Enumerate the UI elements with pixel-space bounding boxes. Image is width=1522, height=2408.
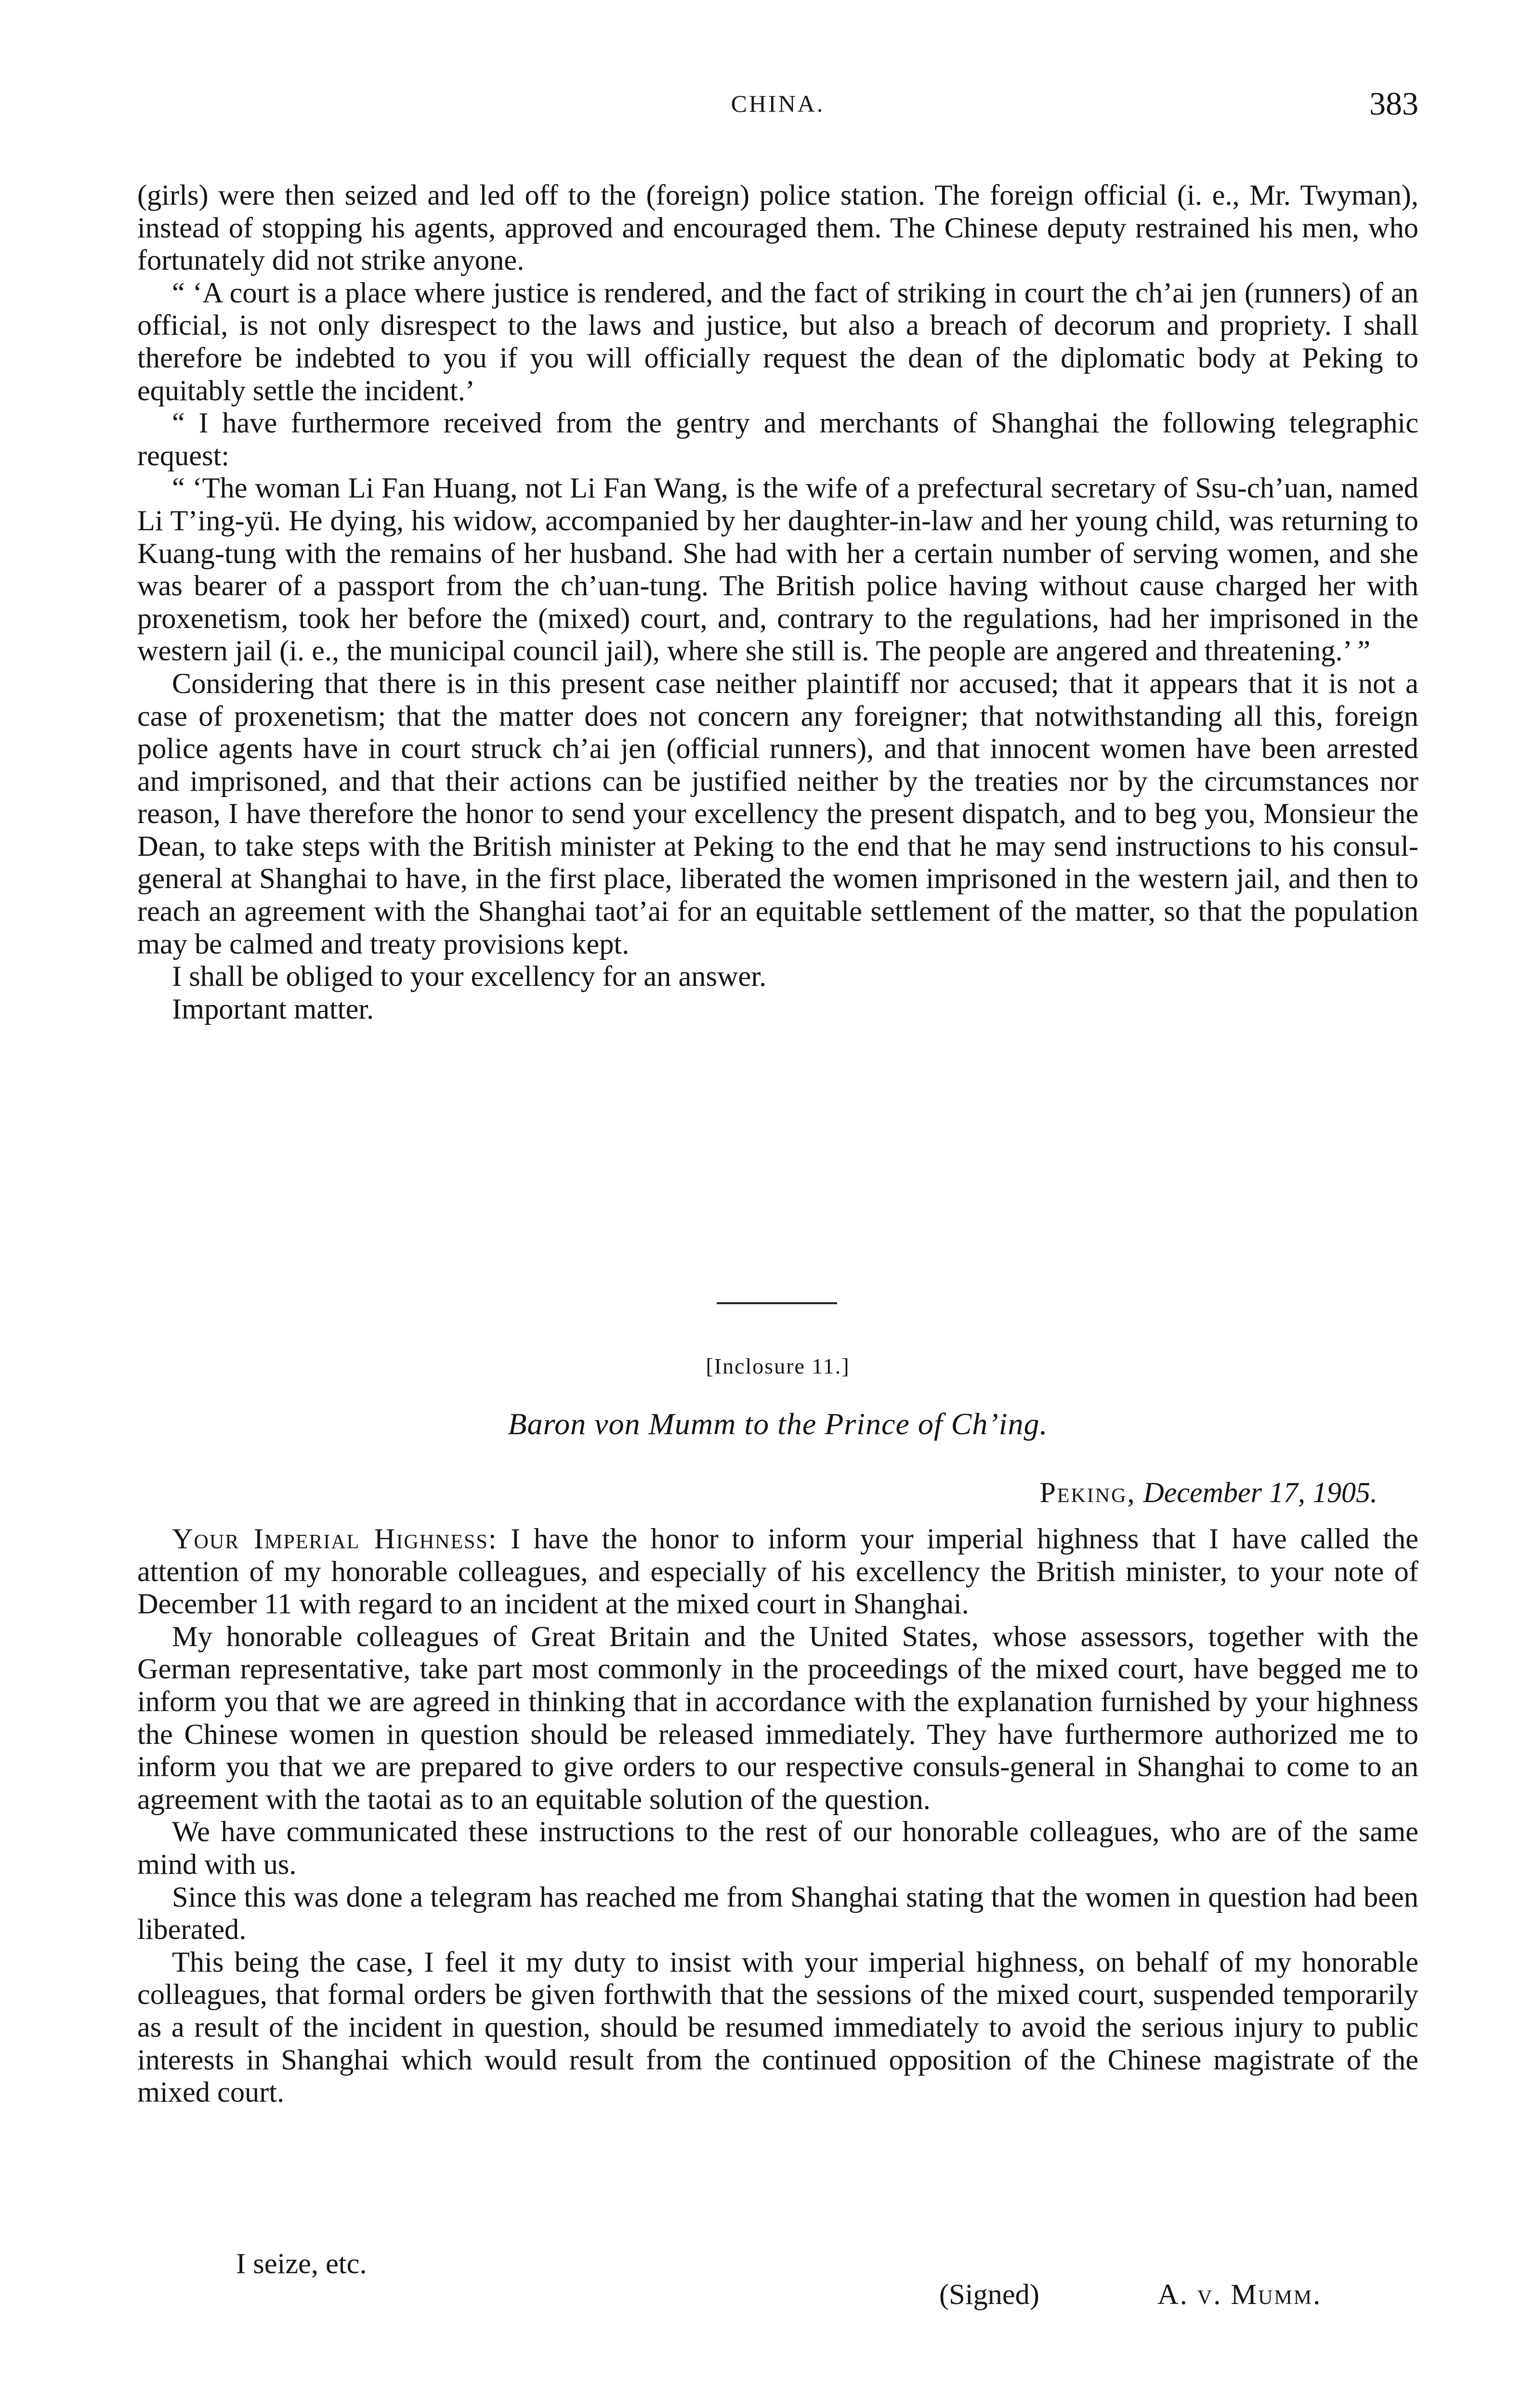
enclosure-label: [Inclosure 11.] <box>706 1354 850 1378</box>
running-title: CHINA. <box>731 90 825 117</box>
paragraph: “ ‘A court is a place where justice is rendered, and the fact of striking in court the ch’ai jen (runners) of an official, is not only disrespect to the laws and justice, but also a breach of decorum and propriety. I shall therefore be indebted to you if you will officially request the dean of the diplomatic body at Peking to equitably settle the incident.’ <box>137 276 1418 407</box>
paragraph: My honorable colleagues of Great Britain and the United States, whose assessors, together with the German representative, take part most commonly in the proceedings of the mixed court, have begged me to inform you that we are agreed in thinking that in accordance with the explanation furnished by your highness the Chinese women in question should be released immediately. They have furthermore authorized me to inform you that we are prepared to give orders to our respective consuls-general in Shanghai to come to an agreement with the taotai as to an equitable solution of the question. <box>137 1620 1418 1816</box>
letter-title: Baron von Mumm to the Prince of Ch’ing. <box>508 1407 1048 1441</box>
continued-dispatch-text <box>137 179 1418 1025</box>
paragraph: (girls) were then seized and led off to the (foreign) police station. The foreign official (i. e., Mr. Twyman), instead of stopping his agents, approved and encouraged them. The Chinese deputy restrained his men, who fortunately did not strike anyone. <box>137 179 1418 277</box>
paragraph: Important matter. <box>172 993 374 1025</box>
dateline <box>1039 1476 1378 1509</box>
signature-line <box>939 2278 1322 2312</box>
paragraph: I shall be obliged to your excellency for an answer. <box>172 960 767 993</box>
page-number: 383 <box>1369 85 1418 122</box>
paragraph: “ I have furthermore received from the gentry and merchants of Shanghai the following telegraphic request: <box>137 407 1418 472</box>
running-head <box>137 85 1418 133</box>
paragraph <box>137 1523 1418 1621</box>
paragraph-text: I have the honor to inform your imperial highness that I have called the attention of my honorable colleagues, and especially of his excellency the British minister, to your note of December 11 with regard to an incident at the mixed court in Shanghai. <box>137 1523 1418 1621</box>
letter-body <box>137 1523 1418 2109</box>
closing-line: I seize, etc. <box>236 2248 367 2280</box>
paragraph: “ ‘The woman Li Fan Huang, not Li Fan Wang, is the wife of a prefectural secretary of Ssu-ch’uan, named Li T’ing-yü. He dying, his widow, accompanied by her daughter-in-law and her young child, was returning to Kuang-tung with the remains of her husband. She had with her a certain number of serving women, and she was bearer of a passport from the ch’uan-tung. The British police having without cause charged her with proxenetism, took her before the (mixed) court, and, contrary to the regulations, had her imprisoned in the western jail (i. e., the municipal council jail), where she still is. The people are angered and threatening.’ ” <box>137 472 1418 667</box>
signer-name: A. v. Mumm. <box>1157 2278 1322 2311</box>
paragraph: This being the case, I feel it my duty to insist with your imperial highness, on behalf of my honorable colleagues, that formal orders be given forthwith that the sessions of the mixed court, suspended temporarily as a result of the incident in question, should be resumed immediately to avoid the serious injury to public interests in Shanghai which would result from the continued opposition of the Chinese magistrate of the mixed court. <box>137 1946 1418 2109</box>
section-divider <box>717 1302 837 1304</box>
paragraph: We have communicated these instructions to the rest of our honorable colleagues, who are of the same mind with us. <box>137 1816 1418 1881</box>
dateline-place: Peking, <box>1039 1477 1136 1508</box>
salutation: Your Imperial Highness: <box>172 1523 498 1555</box>
signed-label: (Signed) <box>939 2278 1039 2311</box>
dateline-date: December 17, 1905. <box>1143 1477 1378 1508</box>
paragraph: Considering that there is in this present case neither plaintiff nor accused; that it appears that it is not a case of proxenetism; that the matter does not concern any foreigner; that notwithstanding all this, foreign police agents have in court struck ch’ai jen (official runners), and that innocent women have been arrested and imprisoned, and that their actions can be justified neither by the treaties nor by the circumstances nor reason, I have therefore the honor to send your excellency the present dispatch, and to beg you, Monsieur the Dean, to take steps with the British minister at Peking to the end that he may send instructions to his consul-general at Shanghai to have, in the first place, liberated the women imprisoned in the western jail, and then to reach an agreement with the Shanghai taot’ai for an equitable settlement of the matter, so that the population may be calmed and treaty provisions kept. <box>137 667 1418 960</box>
paragraph: Since this was done a telegram has reached me from Shanghai stating that the women in question had been liberated. <box>137 1881 1418 1946</box>
